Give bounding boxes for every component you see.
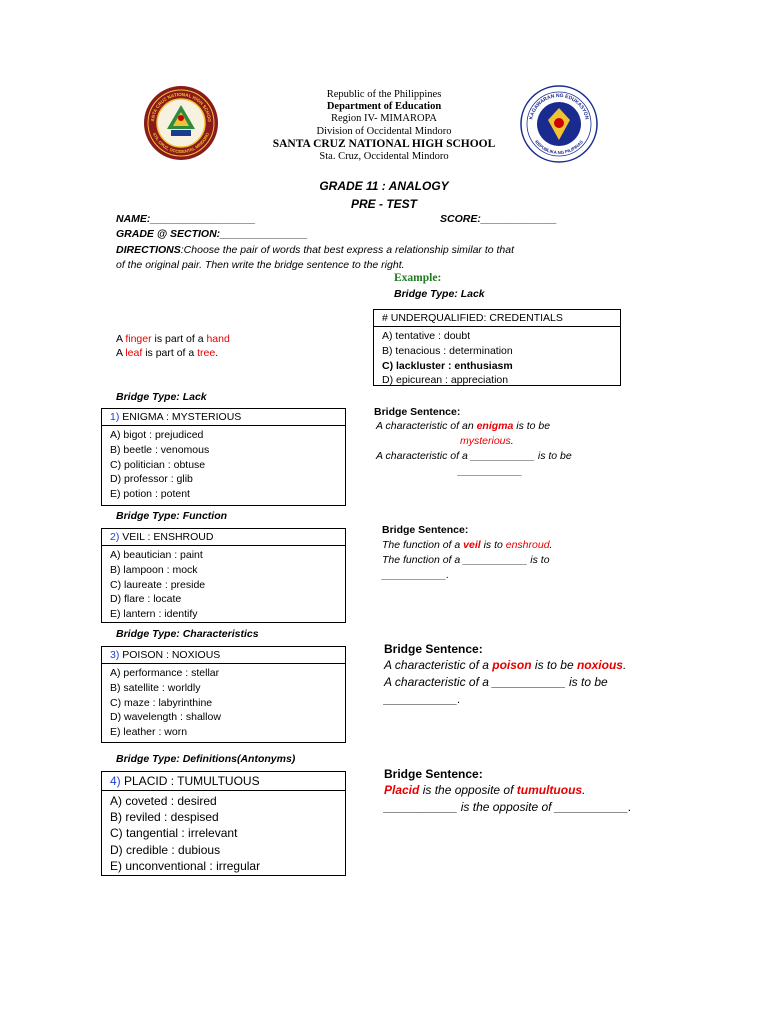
q2-option-d[interactable]: D) flare : locate <box>110 593 182 606</box>
header-department: Department of Education <box>326 101 442 112</box>
q4-option-b[interactable]: B) reviled : despised <box>110 810 219 825</box>
q3-option-e[interactable]: E) leather : worn <box>110 726 188 739</box>
q1-box <box>101 408 346 506</box>
directions-text-2: of the original pair. Then write the bridge sentence to the right. <box>116 259 405 271</box>
svg-text:REPUBLIKA NG PILIPINAS: REPUBLIKA NG PILIPINAS <box>534 139 584 156</box>
example-sentences <box>116 332 230 360</box>
q4-option-d[interactable]: D) credible : dubious <box>110 842 221 857</box>
q4-answer-line-1[interactable]: ___________ is the opposite of ___________. <box>384 800 632 814</box>
q3-prompt: 3) POISON : NOXIOUS <box>102 647 345 664</box>
q3-option-c[interactable]: C) maze : labyrinthine <box>110 696 213 709</box>
q2-bridge-title: Bridge Sentence: <box>382 524 469 536</box>
q3-option-d[interactable]: D) wavelength : shallow <box>110 711 221 724</box>
q1-option-d[interactable]: D) professor : glib <box>110 473 193 486</box>
q4-bridge-title: Bridge Sentence: <box>384 767 483 781</box>
name-field[interactable]: NAME:__________________ <box>116 213 256 225</box>
score-field[interactable]: SCORE:_____________ <box>440 213 557 225</box>
q4-option-a[interactable]: A) coveted : desired <box>110 794 217 808</box>
header-region: Region IV- MIMAROPA <box>331 113 437 124</box>
example-question-box <box>373 309 621 386</box>
header-school: SANTA CRUZ NATIONAL HIGH SCHOOL <box>272 138 496 150</box>
example-bridge-type: Bridge Type: Lack <box>394 288 485 300</box>
q2-answer-line-2[interactable]: ___________. <box>382 569 450 581</box>
example-option-correct[interactable]: C) lackluster : enthusiasm <box>382 359 513 372</box>
header-division: Division of Occidental Mindoro <box>316 126 452 137</box>
example-option[interactable]: B) tenacious : determination <box>382 344 513 357</box>
page-title: GRADE 11 : ANALOGY <box>319 179 449 193</box>
q3-bridge-title: Bridge Sentence: <box>384 642 483 656</box>
q1-prompt: 1) ENIGMA : MYSTERIOUS <box>102 409 345 426</box>
q3-box <box>101 646 346 743</box>
q2-box <box>101 528 346 623</box>
q3-answer-line-1[interactable]: A characteristic of a ___________ is to be <box>384 675 608 689</box>
example-sentence-1: A finger is part of a hand <box>116 333 230 345</box>
q2-option-b[interactable]: B) lampoon : mock <box>110 563 198 576</box>
q2-option-e[interactable]: E) lantern : identify <box>110 608 198 621</box>
grade-section-field[interactable]: GRADE @ SECTION:_______________ <box>116 228 308 240</box>
svg-text:STA. CRUZ, OCCIDENTAL MINDORO: STA. CRUZ, OCCIDENTAL MINDORO <box>151 131 211 155</box>
q1-bridge-type: Bridge Type: Lack <box>116 391 207 403</box>
q1-bridge-title: Bridge Sentence: <box>374 406 461 418</box>
q3-option-a[interactable]: A) performance : stellar <box>110 667 220 679</box>
q1-option-b[interactable]: B) beetle : venomous <box>110 443 210 456</box>
q1-answer-line-2[interactable]: ___________ <box>458 465 523 477</box>
q3-answer-line-2[interactable]: ___________. <box>384 692 461 706</box>
q3-bridge-type: Bridge Type: Characteristics <box>116 628 259 640</box>
q4-bridge-type: Bridge Type: Definitions(Antonyms) <box>116 753 296 765</box>
q1-option-a[interactable]: A) bigot : prejudiced <box>110 429 204 441</box>
q1-option-c[interactable]: C) politician : obtuse <box>110 458 206 471</box>
svg-text:KAGAWARAN NG EDUKASYON: KAGAWARAN NG EDUKASYON <box>528 92 590 121</box>
q2-bridge-sentence: The function of a veil is to enshroud. The function of a ___________ is to ___________. <box>382 539 553 581</box>
directions <box>116 243 514 273</box>
header-republic: Republic of the Philippines <box>326 89 442 100</box>
q2-option-a[interactable]: A) beautician : paint <box>110 549 203 561</box>
directions-text-1: :Choose the pair of words that best express a relationship similar to that <box>180 244 515 256</box>
example-option[interactable]: A) tentative : doubt <box>382 330 471 342</box>
q4-bridge-sentence: Placid is the opposite of tumultuous. ___________ is the opposite of ___________. <box>384 783 632 814</box>
q1-answer-line-1[interactable]: A characteristic of a ___________ is to be <box>376 450 572 462</box>
example-question: # UNDERQUALIFIED: CREDENTIALS <box>374 310 620 327</box>
example-sentence-2: A leaf is part of a tree. <box>116 347 219 359</box>
header-address: Sta. Cruz, Occidental Mindoro <box>319 151 449 162</box>
q2-option-c[interactable]: C) laureate : preside <box>110 578 206 591</box>
svg-text:SANTA CRUZ NATIONAL HIGH SCHOO: ANTA CRUZ NATIONAL HIGH SCHOO <box>150 91 213 123</box>
q2-bridge-type: Bridge Type: Function <box>116 510 228 522</box>
q1-bridge-sentence: A characteristic of an enigma is to be mysterious. A characteristic of a ___________ is to be ___________ <box>376 420 572 477</box>
q3-bridge-sentence: A characteristic of a poison is to be noxious. A characteristic of a ___________ is to be ___________. <box>384 658 627 706</box>
q1-option-e[interactable]: E) potion : potent <box>110 488 190 501</box>
q2-prompt: 2) VEIL : ENSHROUD <box>102 529 345 546</box>
q2-answer-line-1[interactable]: The function of a ___________ is to <box>382 554 550 566</box>
q4-prompt: 4) PLACID : TUMULTUOUS <box>102 772 345 791</box>
directions-label: DIRECTIONS <box>116 244 181 256</box>
example-label: Example: <box>394 272 442 284</box>
q4-box <box>101 771 346 876</box>
q4-option-c[interactable]: C) tangential : irrelevant <box>110 826 238 841</box>
q4-option-e[interactable]: E) unconventional : irregular <box>110 858 261 873</box>
q3-option-b[interactable]: B) satellite : worldly <box>110 681 201 694</box>
page-subtitle: PRE - TEST <box>350 197 417 211</box>
example-option[interactable]: D) epicurean : appreciation <box>382 374 509 387</box>
